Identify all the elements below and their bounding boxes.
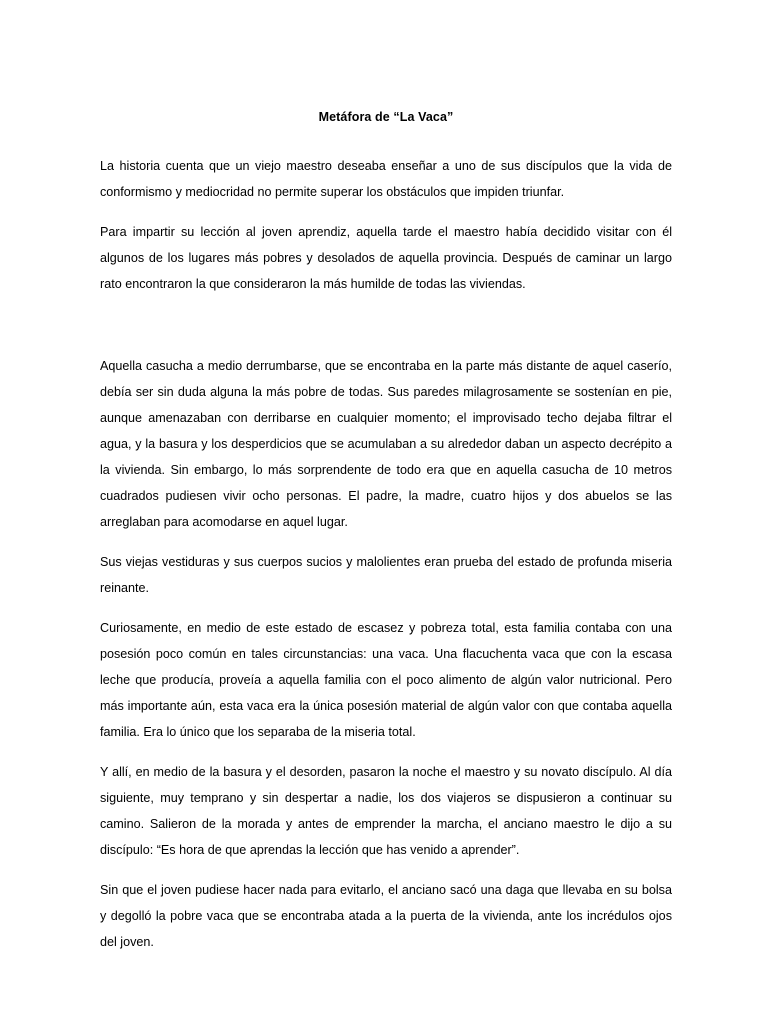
paragraph-5: Curiosamente, en medio de este estado de escasez y pobreza total, esta familia contaba con una posesión poco común en tales circunstancias: una vaca. Una flacuchenta vaca que con la escasa leche que producía, proveía a aquella familia con el poco alimento de algún valor nutricional. Pero más importante aún, esta vaca era la única posesión material de algún valor con que contaba aquella familia. Era lo único que los separaba de la miseria total.: [100, 620, 672, 739]
paragraph-7: Sin que el joven pudiese hacer nada para evitarlo, el anciano sacó una daga que llevaba en su bolsa y degolló la pobre vaca que se encontraba atada a la puerta de la vivienda, ante los incrédulos ojos del joven.: [100, 882, 672, 949]
paragraph-4: Sus viejas vestiduras y sus cuerpos sucios y malolientes eran prueba del estado de profunda miseria reinante.: [100, 554, 672, 595]
page-title: Metáfora de “La Vaca”: [318, 110, 454, 124]
paragraph-3: Aquella casucha a medio derrumbarse, que se encontraba en la parte más distante de aquel caserío, debía ser sin duda alguna la más pobre de todas. Sus paredes milagrosamente se sostenían en pie, aunque amenazaban con derribarse en cualquier momento; el improvisado techo dejaba filtrar el agua, y la basura y los desperdicios que se acumulaban a su alrededor daban un aspecto decrépito a la vivienda. Sin embargo, lo más sorprendente de todo era que en aquella casucha de 10 metros cuadrados pudiesen vivir ocho personas. El padre, la madre, cuatro hijos y dos abuelos se las arreglaban para acomodarse en aquel lugar.: [100, 358, 672, 529]
paragraph-1: La historia cuenta que un viejo maestro deseaba enseñar a uno de sus discípulos que la vida de conformismo y mediocridad no permite superar los obstáculos que impiden triunfar.: [100, 158, 672, 199]
paragraph-6: Y allí, en medio de la basura y el desorden, pasaron la noche el maestro y su novato discípulo. Al día siguiente, muy temprano y sin despertar a nadie, los dos viajeros se dispusieron a continuar su camino. Salieron de la morada y antes de emprender la marcha, el anciano maestro le dijo a su discípulo: “Es hora de que aprendas la lección que has venido a aprender”.: [100, 764, 672, 857]
paragraph-2: Para impartir su lección al joven aprendiz, aquella tarde el maestro había decidido visitar con él algunos de los lugares más pobres y desolados de aquella provincia. Después de caminar un largo rato encontraron la que consideraron la más humilde de todas las viviendas.: [100, 224, 672, 291]
section-spacer: [100, 311, 672, 353]
